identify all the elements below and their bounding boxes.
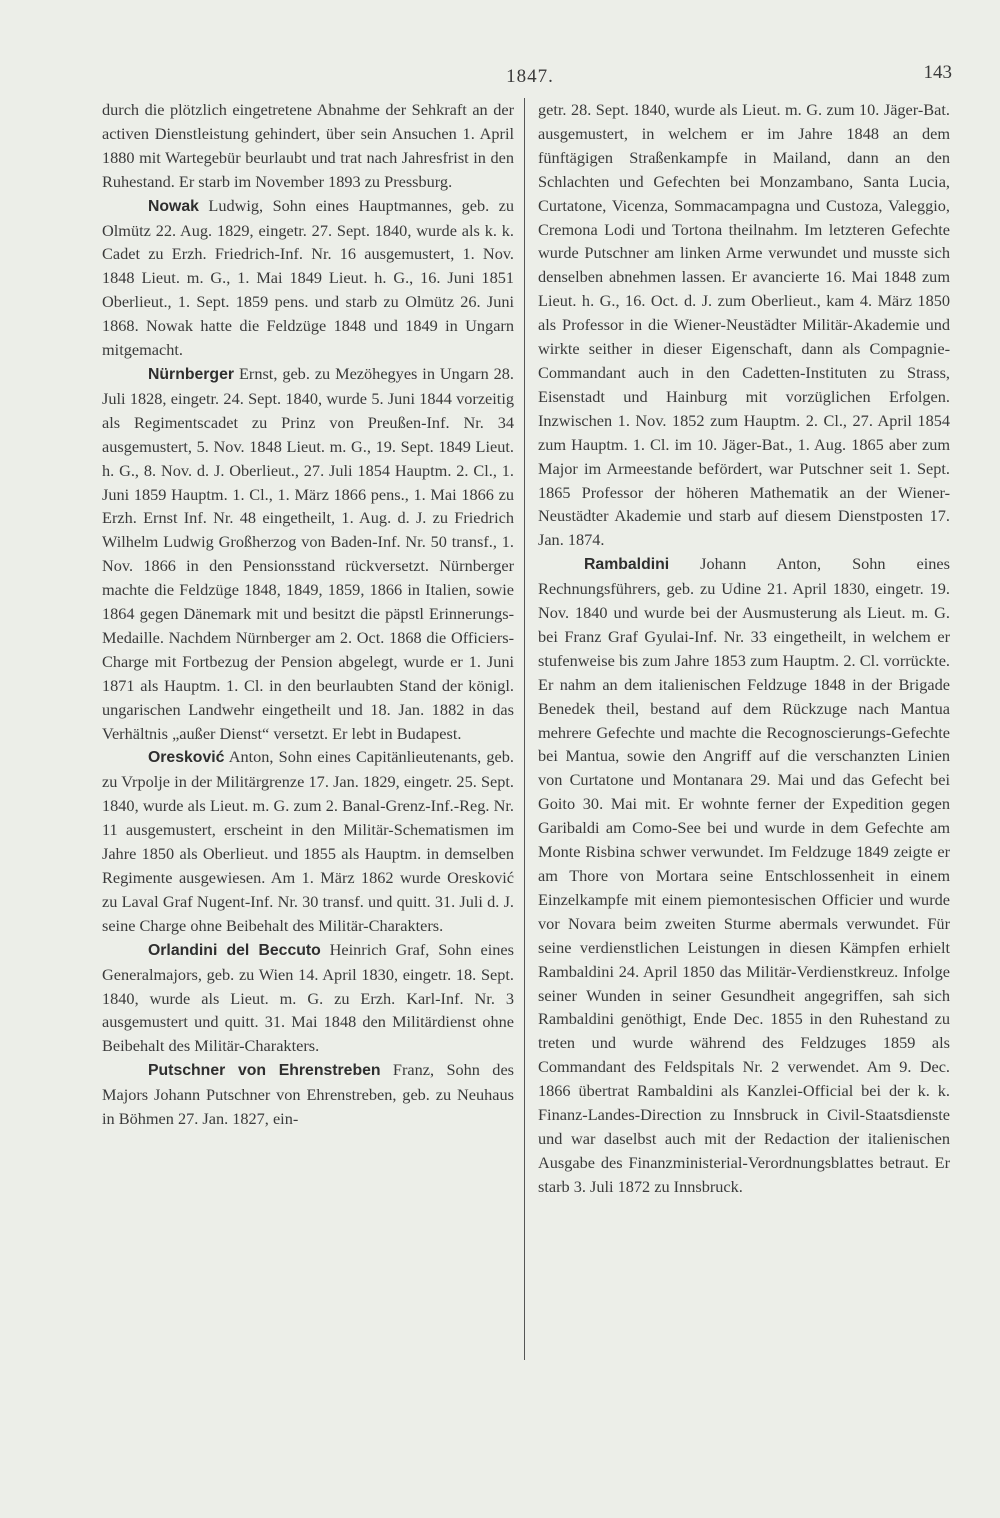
continued-paragraph bbox=[538, 98, 950, 552]
entry-text: Ludwig, Sohn eines Hauptmannes, geb. zu Olmütz 22. Aug. 1829, eingetr. 27. Sept. 1840, wurde als k. k. Cadet zu Erzh. Friedrich-Inf. Nr. 16 ausgemustert, 1. Nov. 1848 Lieut. m. G., 1. Mai 1849 Lieut. h. G., 16. Juni 1851 Oberlieut., 1. Sept. 1859 pens. und starb zu Olmütz 26. Juni 1868. Nowak hatte die Feldzüge 1848 und 1849 in Ungarn mitgemacht. bbox=[102, 195, 514, 360]
entry-text: Anton, Sohn eines Capitänlieutenants, geb. zu Vrpolje in der Militärgrenze 17. Jan. 1829, eingetr. 25. Sept. 1840, wurde als Lieut. m. G. zum 2. Banal-Grenz-Inf.-Reg. Nr. 11 ausgemustert, erscheint in den Militär-Schematismen im Jahre 1850 als Oberlieut. und 1855 als Hauptm. in demselben Regimente ausgewiesen. Am 1. März 1862 wurde Oresković zu Laval Graf Nugent-Inf. Nr. 30 transf. und quitt. 31. Juli d. J. seine Charge ohne Beibehalt des Militär-Charakters. bbox=[102, 747, 514, 935]
biography-entry bbox=[102, 1058, 514, 1131]
entry-text: durch die plötzlich eingetretene Abnahme der Sehkraft an der activen Dienstleistung gehindert, über sein Ansuchen 1. April 1880 mit Wartegebür beurlaubt und trat nach Jahresfrist in den Ruhestand. Er starb im November 1893 zu Pressburg. bbox=[102, 100, 514, 191]
biography-entry bbox=[102, 938, 514, 1059]
continued-paragraph bbox=[102, 98, 514, 194]
entry-surname: Putschner von Ehrenstreben bbox=[148, 1062, 381, 1080]
biography-entry bbox=[102, 194, 514, 362]
entry-text: getr. 28. Sept. 1840, wurde als Lieut. m. G. zum 10. Jäger-Bat. ausgemustert, in welchem er im Jahre 1848 an dem fünftägigen Straßenkampfe in Mailand, dann an den Schlachten und Gefechten bei Monzambano, Santa Lucia, Curtatone, Vicenza, Sommacampagna und Custoza, Valeggio, Cremona Lodi und Tortona theilnahm. Im letzteren Gefechte wurde Putschner am linken Arme verwundet und musste sich denselben abnehmen lassen. Er avancierte 16. Mai 1848 zum Lieut. h. G., 16. Oct. d. J. zum Oberlieut., kam 4. März 1850 als Professor in die Wiener-Neustädter Militär-Akademie und wirkte seither in dieser Eigenschaft, dann als Compagnie-Commandant auch in den Cadetten-Instituten zu Strass, Eisenstadt und Hainburg mit vorzüglichen Erfolgen. Inzwischen 1. Nov. 1852 zum Hauptm. 2. Cl., 27. April 1854 zum Hauptm. 1. Cl. im 10. Jäger-Bat., 1. Aug. 1865 aber zum Major im Armeestande befördert, war Putschner seit 1. Sept. 1865 Professor der höheren Mathematik an der Wiener-Neustädter Akademie und starb auf diesem Dienstposten 17. Jan. 1874. bbox=[538, 100, 950, 550]
biography-entry bbox=[538, 552, 950, 1198]
running-head bbox=[100, 62, 960, 92]
entry-surname: Orlandini del Beccuto bbox=[148, 941, 321, 959]
entry-text: Ernst, geb. zu Mezöhegyes in Ungarn 28. Juli 1828, eingetr. 24. Sept. 1840, wurde 5. Juni 1844 vorzeitig als Regimentscadet zu Prinz von Preußen-Inf. Nr. 34 ausgemustert, 5. Nov. 1848 Lieut. m. G., 19. Sept. 1849 Lieut. h. G., 8. Nov. d. J. Oberlieut., 27. Juli 1854 Hauptm. 2. Cl., 1. Juni 1859 Hauptm. 1. Cl., 1. März 1866 pens., 1. Mai 1866 zu Erzh. Ernst Inf. Nr. 48 eingetheilt, 1. Aug. d. J. zu Friedrich Wilhelm Ludwig Großherzog von Baden-Inf. Nr. 50 transf., 1. Nov. 1866 in den Pensionsstand rückversetzt. Nürnberger machte die Feldzüge 1848, 1849, 1859, 1866 in Italien, sowie 1864 gegen Dänemark mit und besitzt die päpstl Erinnerungs-Medaille. Nachdem Nürnberger am 2. Oct. 1868 die Officiers-Charge mit Fortbezug der Pension abgelegt, wurde er 1. Juni 1871 als Hauptm. 1. Cl. in den beurlaubten Stand der königl. ungarischen Landwehr eingetheilt und 18. Jan. 1882 in das Verhältnis „außer Dienst“ versetzt. Er lebt in Budapest. bbox=[102, 363, 514, 743]
column-divider bbox=[524, 98, 525, 1360]
entry-surname: Nowak bbox=[148, 197, 199, 215]
running-head-year: 1847. bbox=[506, 66, 554, 87]
biography-entry bbox=[102, 362, 514, 746]
entry-text: Heinrich Graf, Sohn eines Generalmajors, geb. zu Wien 14. April 1830, eingetr. 18. Sept. 1840, wurde als Lieut. m. G. zu Erzh. Karl-Inf. Nr. 3 ausgemustert und quitt. 31. Mai 1848 den Militärdienst ohne Beibehalt des Militär-Charakters. bbox=[102, 939, 514, 1056]
entry-surname: Nürnberger bbox=[148, 365, 235, 383]
biography-entry bbox=[102, 745, 514, 937]
entry-surname: Oresković bbox=[148, 749, 225, 767]
page-number: 143 bbox=[923, 62, 952, 83]
right-column bbox=[538, 98, 950, 1199]
entry-text: Franz, Sohn des Majors Johann Putschner von Ehrenstreben, geb. zu Neuhaus in Böhmen 27. Jan. 1827, ein- bbox=[102, 1060, 515, 1129]
entry-text: Johann Anton, Sohn eines Rechnungsführers, geb. zu Udine 21. April 1830, eingetr. 19. Nov. 1840 und wurde bei der Ausmusterung als Lieut. m. G. bei Franz Graf Gyulai-Inf. Nr. 33 eingetheilt, in welchem er stufenweise bis zum Jahre 1853 zum Hauptm. 2. Cl. vorrückte. Er nahm an dem italienischen Feldzuge 1848 in der Brigade Benedek theil, bestand auf dem Rückzuge nach Mantua mehrere Gefechte und machte die Recognoscierungs-Gefechte bei Mantua, sowie den Angriff auf die verschanzten Linien von Curtatone und Montanara 29. Mai und das Gefecht bei Goito 30. Mai mit. Er wohnte ferner der Expedition gegen Garibaldi am Como-See bei und wurde in dem Gefechte am Monte Risbina schwer verwundet. Im Feldzuge 1849 zeigte er am Thore von Mortara seine Entschlossenheit in einem Einzelkampfe mit einem piemontesischen Officier und wurde vor Novara beim zweiten Sturme abermals verwundet. Für seine verdienstlichen Leistungen in diesen Kämpfen erhielt Rambaldini 24. April 1850 das Militär-Verdienstkreuz. Infolge seiner Wunden in seiner Gesundheit angegriffen, sah sich Rambaldini genöthigt, Ende Dec. 1855 in den Ruhestand zu treten und wurde während des Feldzuges 1859 als Commandant des Feldspitals Nr. 2 verwendet. Am 9. Dec. 1866 übertrat Rambaldini als Kanzlei-Official bei der k. k. Finanz-Landes-Direction zu Innsbruck in Civil-Staatsdienste und war daselbst auch mit der Redaction der italienischen Ausgabe des Finanzministerial-Verordnungsblattes betraut. Er starb 3. Juli 1872 zu Innsbruck. bbox=[538, 554, 950, 1196]
text-columns bbox=[100, 98, 960, 1418]
entry-surname: Rambaldini bbox=[584, 556, 670, 574]
left-column bbox=[102, 98, 514, 1131]
